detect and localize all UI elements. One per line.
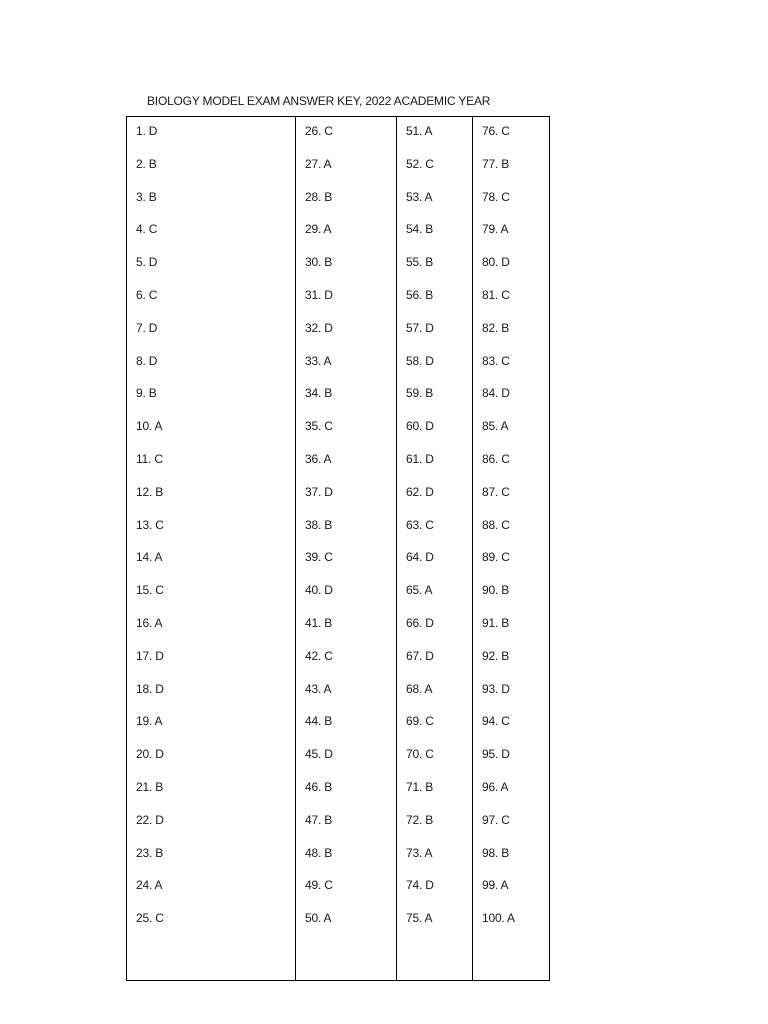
answer-item: 15. C xyxy=(136,583,164,598)
answer-item: 73. A xyxy=(406,845,433,860)
answer-item: 51. A xyxy=(406,124,433,138)
answer-item: 45. D xyxy=(305,747,333,762)
answer-item: 74. D xyxy=(406,878,434,893)
answer-item: 6. C xyxy=(136,288,158,302)
answer-item: 62. D xyxy=(406,484,434,499)
answer-item: 98. B xyxy=(482,845,510,860)
answer-item: 97. C xyxy=(482,812,510,827)
answer-item: 69. C xyxy=(406,714,434,729)
answer-item: 8. D xyxy=(136,353,158,368)
answer-item: 66. D xyxy=(406,616,434,630)
answer-item: 11. C xyxy=(136,452,163,466)
answer-item: 20. D xyxy=(136,747,164,762)
answer-item: 86. C xyxy=(482,452,510,466)
answer-item: 17. D xyxy=(136,648,164,663)
answer-item: 34. B xyxy=(305,386,333,401)
answer-item: 7. D xyxy=(136,320,158,335)
answer-item: 80. D xyxy=(482,255,510,270)
answer-item: 77. B xyxy=(482,156,510,171)
answer-item: 60. D xyxy=(406,419,434,434)
answer-item: 23. B xyxy=(136,845,164,860)
answer-item: 32. D xyxy=(305,320,333,335)
answer-item: 54. B xyxy=(406,222,434,237)
answer-item: 79. A xyxy=(482,222,509,237)
answer-item: 16. A xyxy=(136,616,163,630)
answer-item: 96. A xyxy=(482,780,509,794)
answer-item: 70. C xyxy=(406,747,434,762)
answer-item: 61. D xyxy=(406,452,434,466)
answer-item: 78. C xyxy=(482,189,510,204)
answer-column-4 xyxy=(472,117,550,980)
answer-item: 18. D xyxy=(136,681,164,696)
answer-column-1 xyxy=(127,117,295,980)
answer-item: 87. C xyxy=(482,484,510,499)
answer-item: 30. B xyxy=(305,255,333,270)
answer-item: 44. B xyxy=(305,714,333,729)
answer-item: 50. A xyxy=(305,911,332,926)
answer-item: 12. B xyxy=(136,484,164,499)
answer-item: 85. A xyxy=(482,419,509,434)
answer-item: 91. B xyxy=(482,616,510,630)
answer-item: 65. A xyxy=(406,583,433,598)
answer-item: 75. A xyxy=(406,911,433,926)
answer-item: 13. C xyxy=(136,517,164,532)
answer-item: 24. A xyxy=(136,878,163,893)
answer-item: 88. C xyxy=(482,517,510,532)
answer-item: 25. C xyxy=(136,911,164,926)
answer-item: 19. A xyxy=(136,714,163,729)
answer-item: 100. A xyxy=(482,911,515,926)
answer-item: 58. D xyxy=(406,353,434,368)
answer-item: 52. C xyxy=(406,156,434,171)
answer-item: 76. C xyxy=(482,124,510,138)
answer-item: 83. C xyxy=(482,353,510,368)
answer-item: 46. B xyxy=(305,780,333,794)
answer-item: 49. C xyxy=(305,878,333,893)
answer-item: 72. B xyxy=(406,812,434,827)
answer-item: 99. A xyxy=(482,878,509,893)
answer-column-2 xyxy=(295,117,396,980)
answer-item: 57. D xyxy=(406,320,434,335)
answer-item: 36. A xyxy=(305,452,332,466)
answer-item: 64. D xyxy=(406,550,434,565)
answer-item: 63. C xyxy=(406,517,434,532)
answer-item: 67. D xyxy=(406,648,434,663)
answer-item: 89. C xyxy=(482,550,510,565)
answer-item: 39. C xyxy=(305,550,333,565)
answer-item: 82. B xyxy=(482,320,510,335)
answer-item: 38. B xyxy=(305,517,333,532)
answer-item: 14. A xyxy=(136,550,163,565)
answer-item: 71. B xyxy=(406,780,434,794)
answer-item: 81. C xyxy=(482,288,510,302)
answer-item: 41. B xyxy=(305,616,333,630)
answer-item: 21. B xyxy=(136,780,164,794)
answer-item: 92. B xyxy=(482,648,510,663)
answer-item: 31. D xyxy=(305,288,333,302)
answer-column-3 xyxy=(396,117,472,980)
answer-item: 53. A xyxy=(406,189,433,204)
answer-item: 84. D xyxy=(482,386,510,401)
answer-item: 2. B xyxy=(136,156,157,171)
answer-item: 9. B xyxy=(136,386,157,401)
answer-item: 28. B xyxy=(305,189,333,204)
answer-item: 55. B xyxy=(406,255,434,270)
answer-item: 68. A xyxy=(406,681,433,696)
answer-item: 56. B xyxy=(406,288,434,302)
answer-item: 33. A xyxy=(305,353,332,368)
answer-item: 43. A xyxy=(305,681,332,696)
answer-item: 40. D xyxy=(305,583,333,598)
answer-item: 59. B xyxy=(406,386,434,401)
answer-item: 3. B xyxy=(136,189,157,204)
answer-item: 1. D xyxy=(136,124,158,138)
answer-item: 37. D xyxy=(305,484,333,499)
answer-item: 27. A xyxy=(305,156,332,171)
answer-item: 4. C xyxy=(136,222,158,237)
answer-item: 35. C xyxy=(305,419,333,434)
answer-item: 95. D xyxy=(482,747,510,762)
answer-item: 10. A xyxy=(136,419,163,434)
answer-key-table xyxy=(126,116,550,981)
answer-item: 5. D xyxy=(136,255,158,270)
answer-item: 90. B xyxy=(482,583,510,598)
answer-item: 94. C xyxy=(482,714,510,729)
answer-item: 42. C xyxy=(305,648,333,663)
answer-item: 22. D xyxy=(136,812,164,827)
answer-item: 48. B xyxy=(305,845,333,860)
answer-item: 93. D xyxy=(482,681,510,696)
answer-item: 26. C xyxy=(305,124,333,138)
page-title: BIOLOGY MODEL EXAM ANSWER KEY, 2022 ACADEMIC YEAR xyxy=(147,94,491,108)
answer-item: 29. A xyxy=(305,222,332,237)
answer-item: 47. B xyxy=(305,812,333,827)
